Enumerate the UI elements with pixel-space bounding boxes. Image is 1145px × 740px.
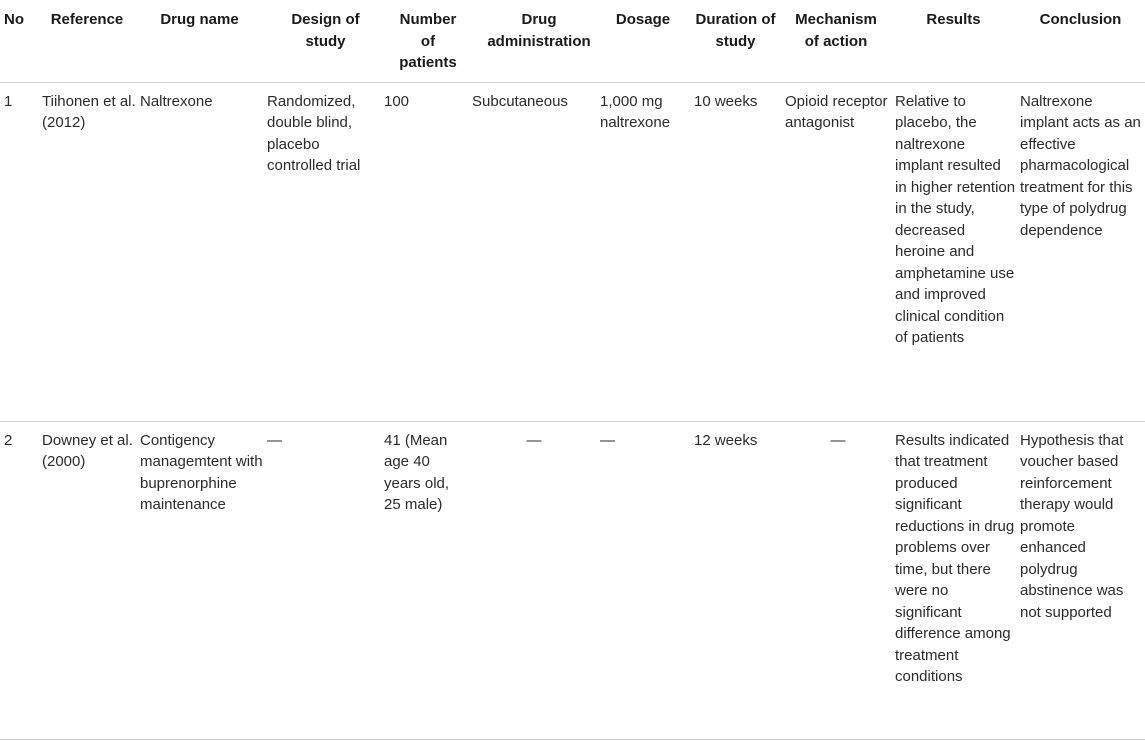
cell-drug-name: Naltrexone xyxy=(136,82,263,421)
cell-results: Results indicated that treatment produced significant reductions in drug problems over time, but there were no significant difference among treatment conditions xyxy=(891,421,1016,739)
header-administration: Drug administration xyxy=(468,0,596,82)
cell-duration: 10 weeks xyxy=(690,82,781,421)
table-row xyxy=(0,82,1145,421)
cell-conclusion: Hypothesis that voucher based reinforcement therapy would promote enhanced polydrug abstinence was not supported xyxy=(1016,421,1145,739)
cell-patients: 100 xyxy=(380,82,468,421)
cell-conclusion: Naltrexone implant acts as an effective pharmacological treatment for this type of polydrug dependence xyxy=(1016,82,1145,421)
header-design: Design of study xyxy=(263,0,380,82)
cell-reference: Tiihonen et al. (2012) xyxy=(38,82,136,421)
table-row xyxy=(0,421,1145,739)
header-patients: Number of patients xyxy=(380,0,468,82)
header-duration: Duration of study xyxy=(690,0,781,82)
header-drug-name: Drug name xyxy=(136,0,263,82)
cell-dosage: — xyxy=(596,421,690,739)
cell-administration: — xyxy=(468,421,596,739)
cell-drug-name: Contigency managemtent with buprenorphine maintenance xyxy=(136,421,263,739)
cell-no: 1 xyxy=(0,82,38,421)
cell-mechanism: — xyxy=(781,421,891,739)
cell-mechanism: Opioid receptor antagonist xyxy=(781,82,891,421)
cell-reference: Downey et al. (2000) xyxy=(38,421,136,739)
header-no: No xyxy=(0,0,38,82)
cell-results: Relative to placebo, the naltrexone implant resulted in higher retention in the study, decreased heroine and amphetamine use and improved clinical condition of patients xyxy=(891,82,1016,421)
header-dosage: Dosage xyxy=(596,0,690,82)
cell-patients: 41 (Mean age 40 years old, 25 male) xyxy=(380,421,468,739)
header-mechanism: Mechanism of action xyxy=(781,0,891,82)
header-row xyxy=(0,0,1145,82)
cell-no: 2 xyxy=(0,421,38,739)
cell-duration: 12 weeks xyxy=(690,421,781,739)
header-conclusion: Conclusion xyxy=(1016,0,1145,82)
cell-administration: Subcutaneous xyxy=(468,82,596,421)
header-results: Results xyxy=(891,0,1016,82)
cell-design: — xyxy=(263,421,380,739)
cell-dosage: 1,000 mg naltrexone xyxy=(596,82,690,421)
header-reference: Reference xyxy=(38,0,136,82)
cell-design: Randomized, double blind, placebo controlled trial xyxy=(263,82,380,421)
